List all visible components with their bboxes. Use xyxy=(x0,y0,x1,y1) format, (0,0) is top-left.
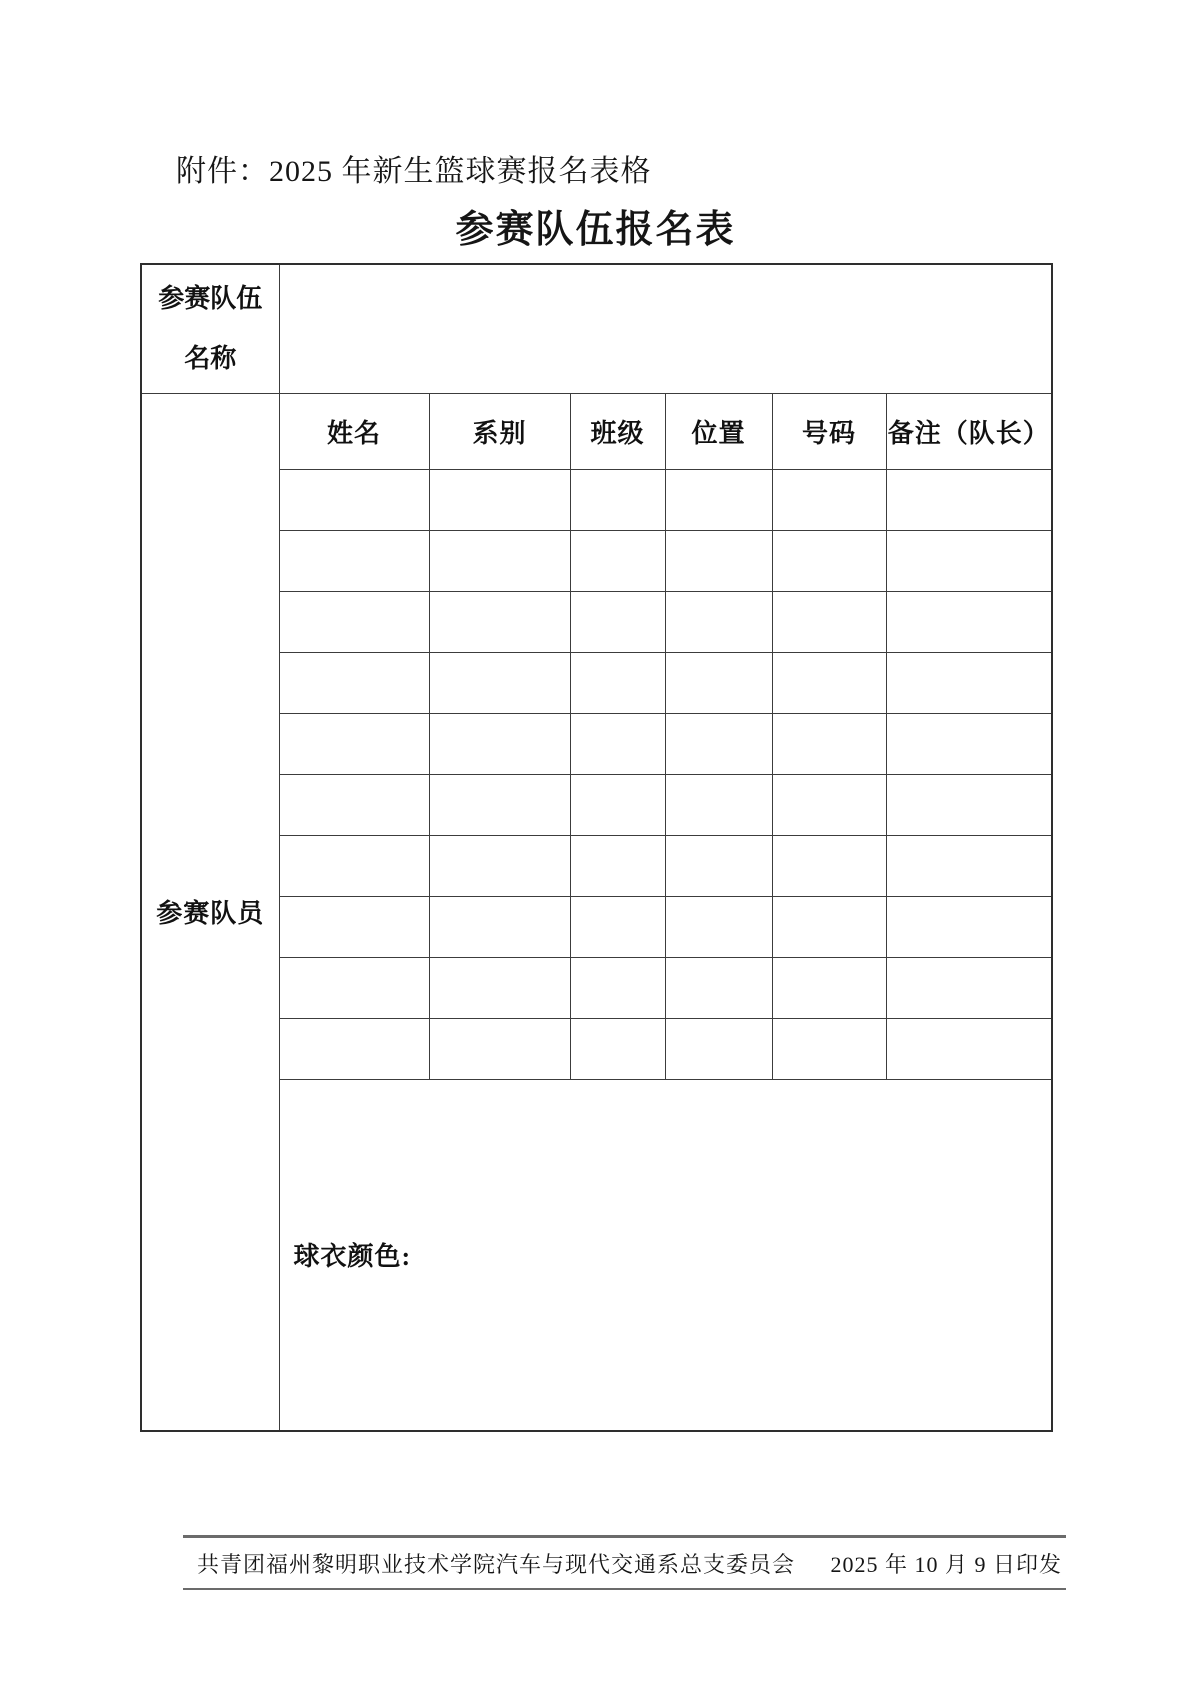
player-cell[interactable] xyxy=(665,1018,772,1079)
jersey-color-label: 球衣颜色: xyxy=(293,1242,412,1272)
player-cell[interactable] xyxy=(886,591,1052,652)
player-cell[interactable] xyxy=(570,896,665,957)
player-cell[interactable] xyxy=(429,835,570,896)
player-cell[interactable] xyxy=(279,1018,429,1079)
player-cell[interactable] xyxy=(570,835,665,896)
player-cell[interactable] xyxy=(279,713,429,774)
player-cell[interactable] xyxy=(279,835,429,896)
player-cell[interactable] xyxy=(570,1018,665,1079)
player-cell[interactable] xyxy=(429,530,570,591)
player-cell[interactable] xyxy=(279,652,429,713)
player-cell[interactable] xyxy=(886,469,1052,530)
team-name-label-cell xyxy=(141,264,279,393)
player-cell[interactable] xyxy=(665,591,772,652)
team-name-label-line1: 参赛队伍 xyxy=(158,283,263,313)
form-title: 参赛队伍报名表 xyxy=(455,209,736,251)
player-cell[interactable] xyxy=(886,713,1052,774)
team-name-value-cell[interactable] xyxy=(279,264,1052,393)
column-header-row xyxy=(141,393,1052,469)
player-cell[interactable] xyxy=(772,1018,886,1079)
team-name-row xyxy=(141,264,1052,393)
footer-issue-date: 2025 年 10 月 9 日印发 xyxy=(830,1551,1062,1577)
footer-issuer: 共青团福州黎明职业技术学院汽车与现代交通系总支委员会 xyxy=(197,1551,796,1577)
player-cell[interactable] xyxy=(570,713,665,774)
player-cell[interactable] xyxy=(570,957,665,1018)
players-label-cell: 参赛队员 xyxy=(141,393,279,1431)
player-cell[interactable] xyxy=(279,774,429,835)
footer xyxy=(183,1535,1066,1590)
player-cell[interactable] xyxy=(772,957,886,1018)
player-cell[interactable] xyxy=(772,652,886,713)
player-cell[interactable] xyxy=(570,591,665,652)
player-cell[interactable] xyxy=(429,896,570,957)
jersey-color-cell[interactable] xyxy=(279,1079,1052,1431)
player-cell[interactable] xyxy=(665,896,772,957)
player-cell[interactable] xyxy=(772,896,886,957)
player-cell[interactable] xyxy=(665,957,772,1018)
player-cell[interactable] xyxy=(429,469,570,530)
player-cell[interactable] xyxy=(429,713,570,774)
column-header-class: 班级 xyxy=(570,393,665,469)
attachment-note: 附件：2025 年新生篮球赛报名表格 xyxy=(176,155,652,188)
column-header-name: 姓名 xyxy=(279,393,429,469)
player-cell[interactable] xyxy=(886,896,1052,957)
player-cell[interactable] xyxy=(429,1018,570,1079)
player-cell[interactable] xyxy=(279,469,429,530)
registration-table xyxy=(140,263,1053,1432)
player-cell[interactable] xyxy=(279,530,429,591)
player-cell[interactable] xyxy=(570,469,665,530)
team-name-label-line2: 名称 xyxy=(184,343,237,373)
player-cell[interactable] xyxy=(772,591,886,652)
player-cell[interactable] xyxy=(886,652,1052,713)
player-cell[interactable] xyxy=(429,652,570,713)
player-cell[interactable] xyxy=(429,591,570,652)
player-cell[interactable] xyxy=(665,835,772,896)
player-cell[interactable] xyxy=(772,713,886,774)
player-cell[interactable] xyxy=(665,713,772,774)
player-cell[interactable] xyxy=(279,957,429,1018)
player-cell[interactable] xyxy=(886,774,1052,835)
player-cell[interactable] xyxy=(886,957,1052,1018)
player-cell[interactable] xyxy=(772,530,886,591)
player-cell[interactable] xyxy=(665,652,772,713)
player-cell[interactable] xyxy=(570,774,665,835)
player-cell[interactable] xyxy=(279,591,429,652)
player-cell[interactable] xyxy=(429,957,570,1018)
player-cell[interactable] xyxy=(772,774,886,835)
column-header-department: 系别 xyxy=(429,393,570,469)
player-cell[interactable] xyxy=(665,530,772,591)
column-header-position: 位置 xyxy=(665,393,772,469)
player-cell[interactable] xyxy=(772,469,886,530)
player-cell[interactable] xyxy=(886,835,1052,896)
player-cell[interactable] xyxy=(886,530,1052,591)
player-cell[interactable] xyxy=(665,774,772,835)
player-cell[interactable] xyxy=(429,774,570,835)
column-header-number: 号码 xyxy=(772,393,886,469)
player-cell[interactable] xyxy=(665,469,772,530)
player-cell[interactable] xyxy=(279,896,429,957)
player-cell[interactable] xyxy=(570,652,665,713)
player-cell[interactable] xyxy=(886,1018,1052,1079)
player-cell[interactable] xyxy=(772,835,886,896)
column-header-remark-captain: 备注（队长） xyxy=(886,393,1052,469)
player-cell[interactable] xyxy=(570,530,665,591)
